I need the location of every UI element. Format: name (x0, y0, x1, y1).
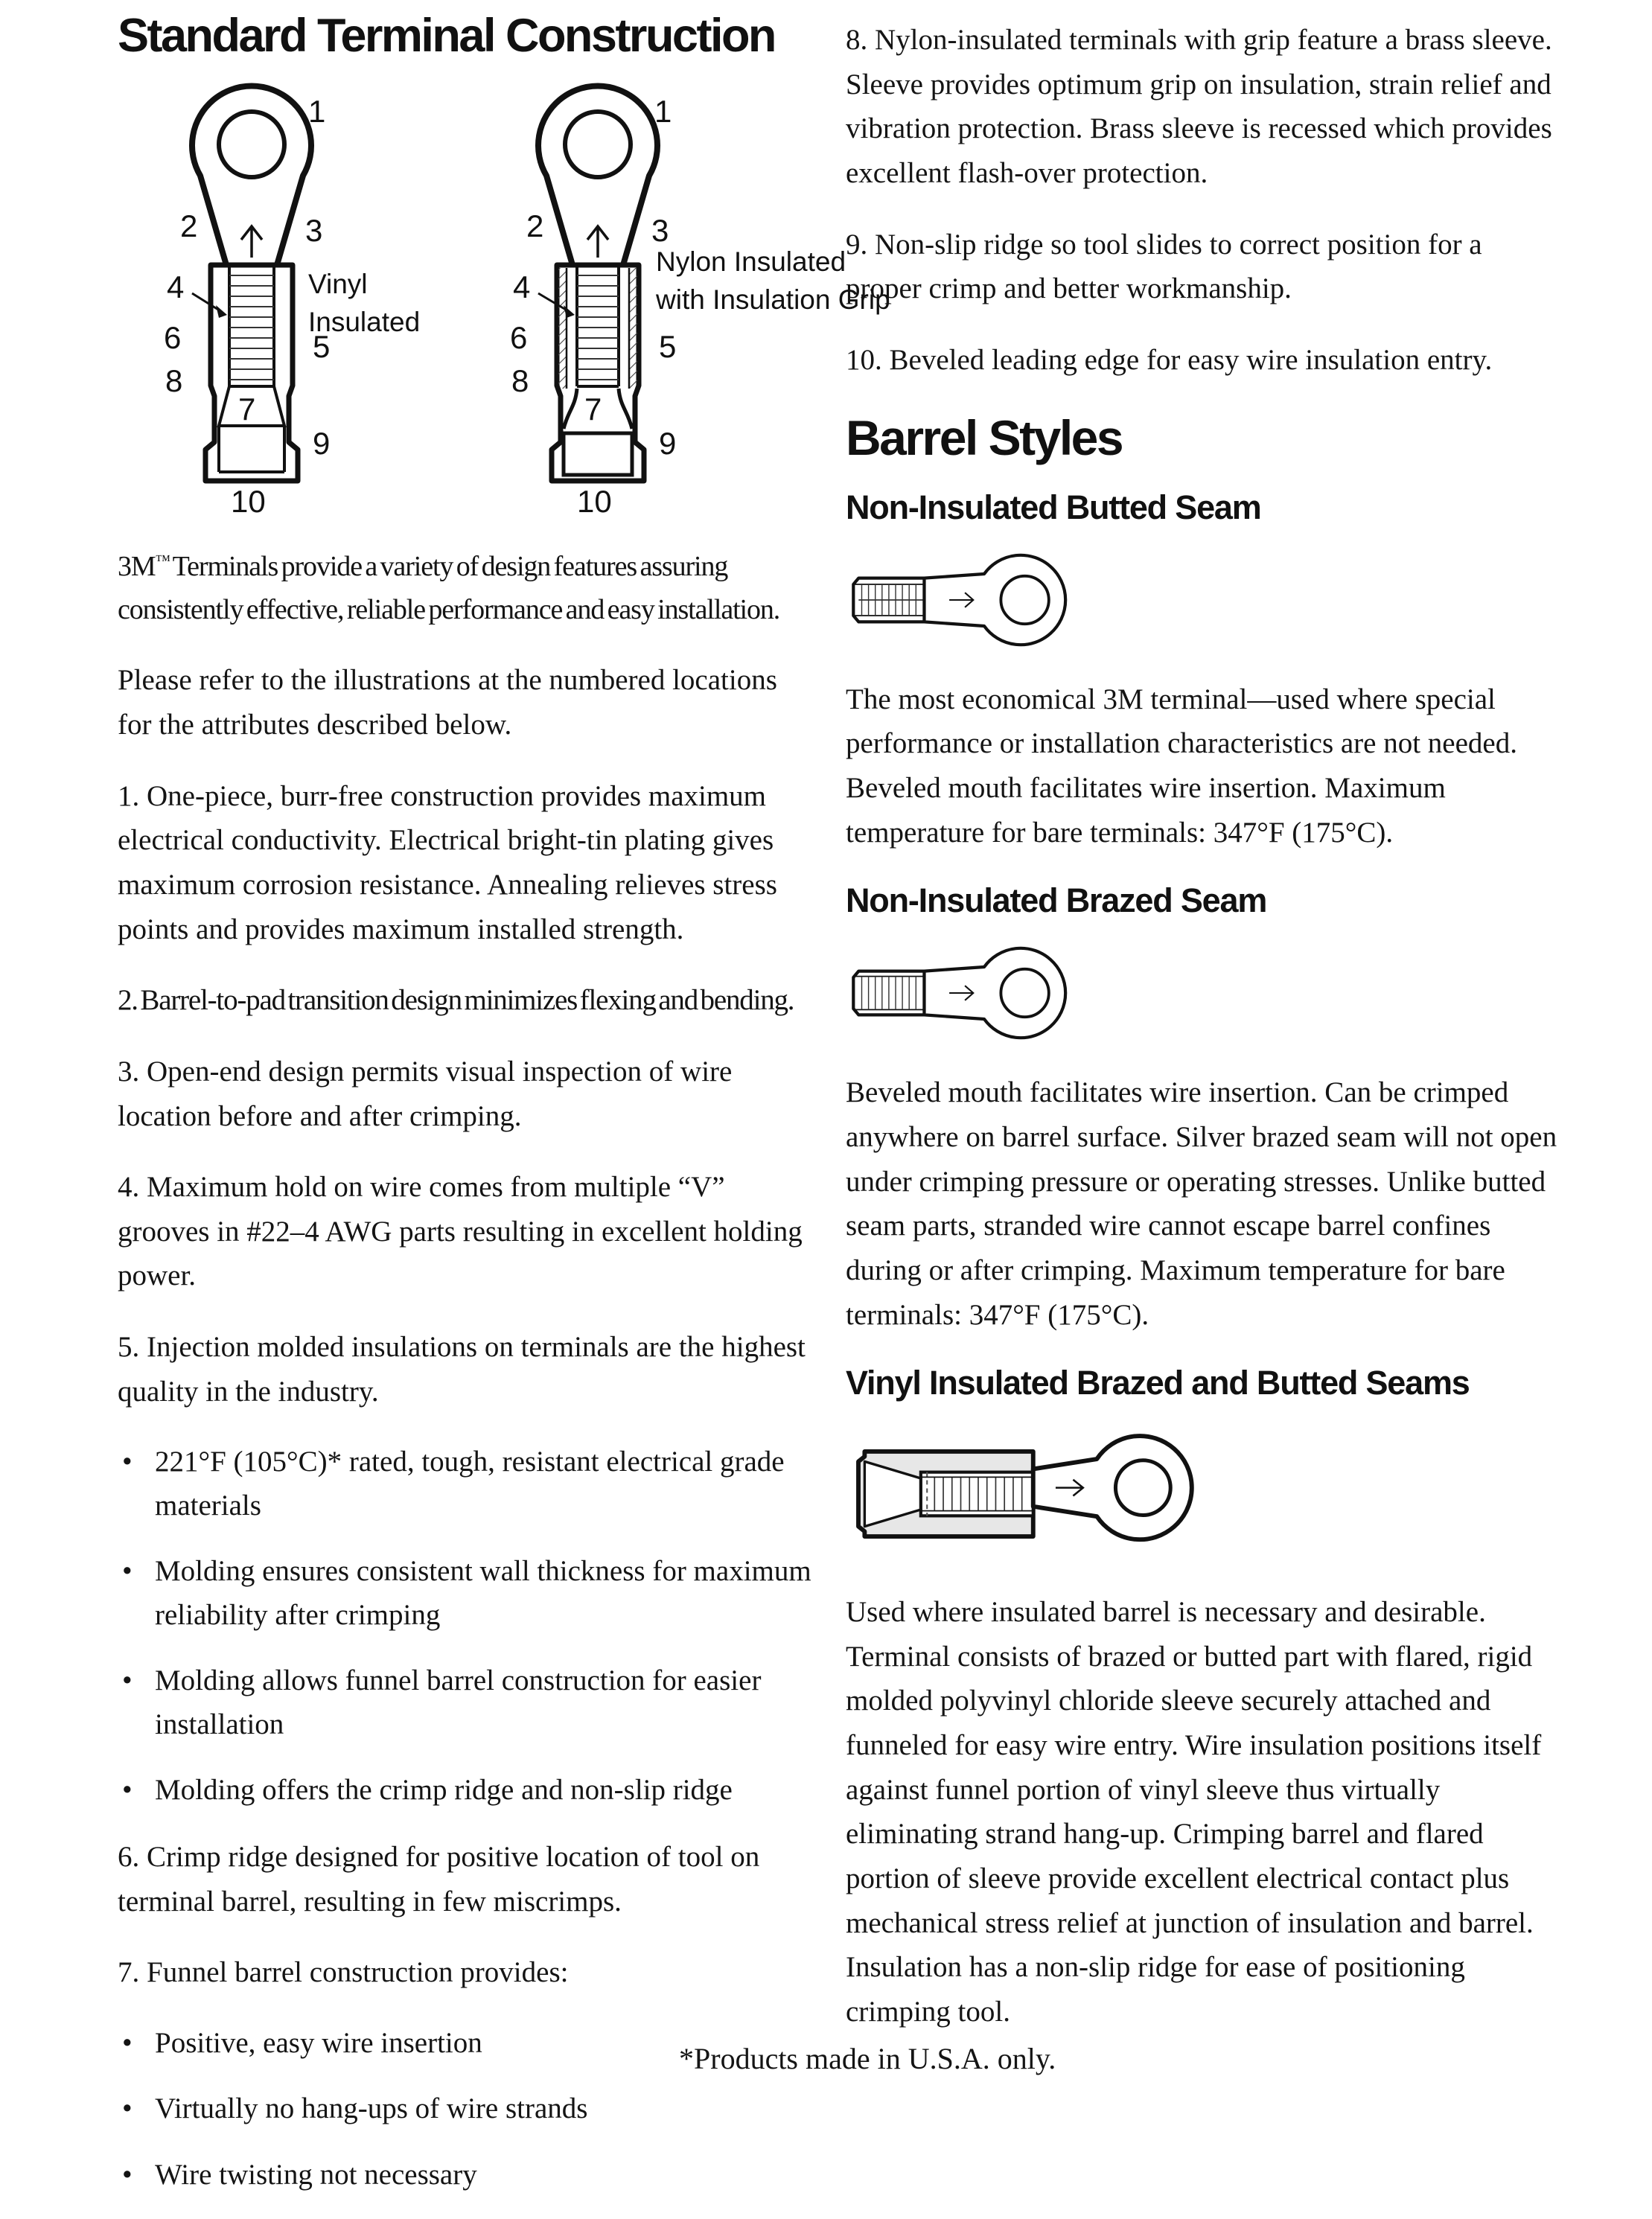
bullet-item (118, 1550, 817, 1637)
butted-seam-description: The most economical 3M terminal—used where special performance or installation characteristics are not needed. Beveled mouth facilitates wire insertion. Maximum temperature for bare terminals: 347°F (175°C). (846, 683, 1517, 849)
vinyl-insulated-seams-description: Used where insulated barrel is necessary and desirable. Terminal consists of brazed or butted part with flared, rigid molded polyvinyl chloride sleeve securely attached and funneled for easy wire entry. Wire insulation positions itself against funnel portion of vinyl sleeve thus virtually eliminating strand hang-up. Crimping barrel and flared portion of sleeve provide excellent electrical contact plus mechanical stress relief at junction of insulation and barrel. Insulation has a non-slip ridge for ease of positioning crimping tool. (846, 1596, 1542, 2028)
section-heading-barrel-styles: Barrel Styles (846, 409, 1123, 465)
intro-text: Terminals provide a variety of design features assuring consistently effective, reliable performance and easy installation. (118, 551, 780, 626)
bullet-glyph: • (122, 1446, 133, 1478)
subheading-butted-seam: Non-Insulated Butted Seam (846, 488, 1261, 526)
vinyl-insulated-terminal-diagram (118, 70, 464, 523)
bullet-text: Molding offers the crimp ridge and non-slip ridge (155, 1774, 733, 1807)
label-line: Insulated (308, 307, 421, 338)
callout-8: 8 (511, 363, 529, 398)
bullet-item (118, 1769, 817, 1813)
paragraph-refer: Please refer to the illustrations at the numbered locations for the attributes described below. (118, 664, 777, 741)
callout-1: 1 (654, 94, 672, 129)
callout-10: 10 (231, 484, 266, 519)
feature-item-9: 9. Non-slip ridge so tool slides to correct position for a proper crimp and better workmanship. (846, 228, 1482, 305)
vinyl-insulated-label (308, 265, 420, 341)
stud-hole (1001, 575, 1048, 623)
bullet-item (118, 2087, 817, 2131)
bullet-glyph: • (122, 2158, 133, 2191)
nylon-insulated-terminal-diagram (464, 70, 890, 523)
feature-item-10: 10. Beveled leading edge for easy wire insulation entry. (846, 343, 1493, 376)
callout-6: 6 (164, 320, 182, 355)
bullet-text: Molding allows funnel barrel construction for easier installation (155, 1664, 762, 1740)
callout-4: 4 (513, 269, 531, 304)
sleeve-wall-hatch (629, 268, 637, 389)
wire-barrel (921, 1472, 1033, 1516)
vinyl-insulated-seam-terminal-figure (846, 1413, 1196, 1575)
bullet-glyph: • (122, 1664, 133, 1697)
bullet-glyph: • (122, 2026, 133, 2059)
label-line: Vinyl (308, 269, 368, 299)
stud-hole (219, 112, 284, 177)
footnote: *Products made in U.S.A. only. (679, 2042, 1056, 2075)
bullet-item (118, 1440, 817, 1527)
callout-6: 6 (510, 320, 528, 355)
intro-paragraph (118, 545, 817, 631)
feature-item-1: 1. One-piece, burr-free construction provides maximum electrical conductivity. Electrical bright-tin plating gives maximum corrosion resistance. Annealing relieves stress points and provides maximum installed strength. (118, 779, 777, 945)
stud-hole (565, 112, 631, 177)
feature-item-2: 2. Barrel-to-pad transition design minimizes flexing and bending. (118, 984, 794, 1017)
callout-5: 5 (313, 329, 331, 364)
callout-1: 1 (308, 94, 326, 129)
callout-7: 7 (238, 392, 256, 427)
callout-9: 9 (313, 426, 331, 461)
brass-sleeve (564, 433, 632, 475)
butted-seam-terminal-figure (846, 537, 1091, 662)
label-line: with Insulation Grip (656, 284, 890, 316)
bullet-glyph: • (122, 1774, 133, 1807)
callout-7: 7 (584, 392, 602, 427)
brand-text: 3M (118, 551, 156, 582)
bullet-text: 221°F (105°C)* rated, tough, resistant electrical grade materials (155, 1446, 785, 1522)
trademark-symbol: ™ (155, 551, 170, 569)
callout-4: 4 (167, 269, 185, 304)
bullet-item (118, 2153, 817, 2197)
feature-item-6: 6. Crimp ridge designed for positive location of tool on terminal barrel, resulting in few miscrimps. (118, 1840, 760, 1918)
stud-hole (1115, 1460, 1170, 1516)
bullet-glyph: • (122, 1555, 133, 1588)
callout-2: 2 (180, 208, 198, 243)
bullet-text: Molding ensures consistent wall thickness for maximum reliability after crimping (155, 1555, 811, 1631)
terminal-construction-diagrams (118, 70, 890, 523)
feature-item-4: 4. Maximum hold on wire comes from multiple “V” grooves in #22–4 AWG parts resulting in excellent holding power. (118, 1171, 803, 1292)
sleeve-wall-hatch (558, 268, 567, 389)
right-column (846, 18, 1560, 2061)
feature-item-5: 5. Injection molded insulations on terminals are the highest quality in the industry. (118, 1331, 806, 1408)
bullet-glyph: • (122, 2092, 133, 2125)
callout-3: 3 (305, 213, 323, 248)
brazed-seam-terminal-figure (846, 930, 1091, 1056)
callout-5: 5 (659, 329, 677, 364)
bullet-item (118, 1659, 817, 1746)
label-line: Nylon Insulated (656, 246, 846, 277)
stud-hole (1001, 969, 1048, 1017)
callout-9: 9 (659, 426, 677, 461)
feature-item-3: 3. Open-end design permits visual inspection of wire location before and after crimping. (118, 1055, 733, 1132)
callout-10: 10 (577, 484, 612, 519)
callout-2: 2 (526, 208, 544, 243)
feature-item-7: 7. Funnel barrel construction provides: (118, 1956, 569, 1989)
bullet-text: Wire twisting not necessary (155, 2158, 477, 2191)
brazed-seam-description: Beveled mouth facilitates wire insertion. Can be crimped anywhere on barrel surface. Silver brazed seam will not open under crimping pressure or operating stresses. Unlike butted seam parts, stranded wire cannot escape barrel confines during or after crimping. Maximum temperature for bare terminals: 347°F (175°C). (846, 1076, 1557, 1331)
callout-8: 8 (165, 363, 183, 398)
bullet-text: Virtually no hang-ups of wire strands (155, 2092, 588, 2125)
feature-item-8: 8. Nylon-insulated terminals with grip feature a brass sleeve. Sleeve provides optimum grip on insulation, strain relief and vibration protection. Brass sleeve is recessed which provides excellent flash-over protection. (846, 24, 1552, 189)
subheading-vinyl-insulated-seams: Vinyl Insulated Brazed and Butted Seams (846, 1364, 1470, 1402)
callout-3: 3 (651, 213, 669, 248)
subheading-brazed-seam: Non-Insulated Brazed Seam (846, 881, 1267, 920)
bullet-text: Positive, easy wire insertion (155, 2026, 482, 2059)
page-title: Standard Terminal Construction (118, 10, 775, 62)
